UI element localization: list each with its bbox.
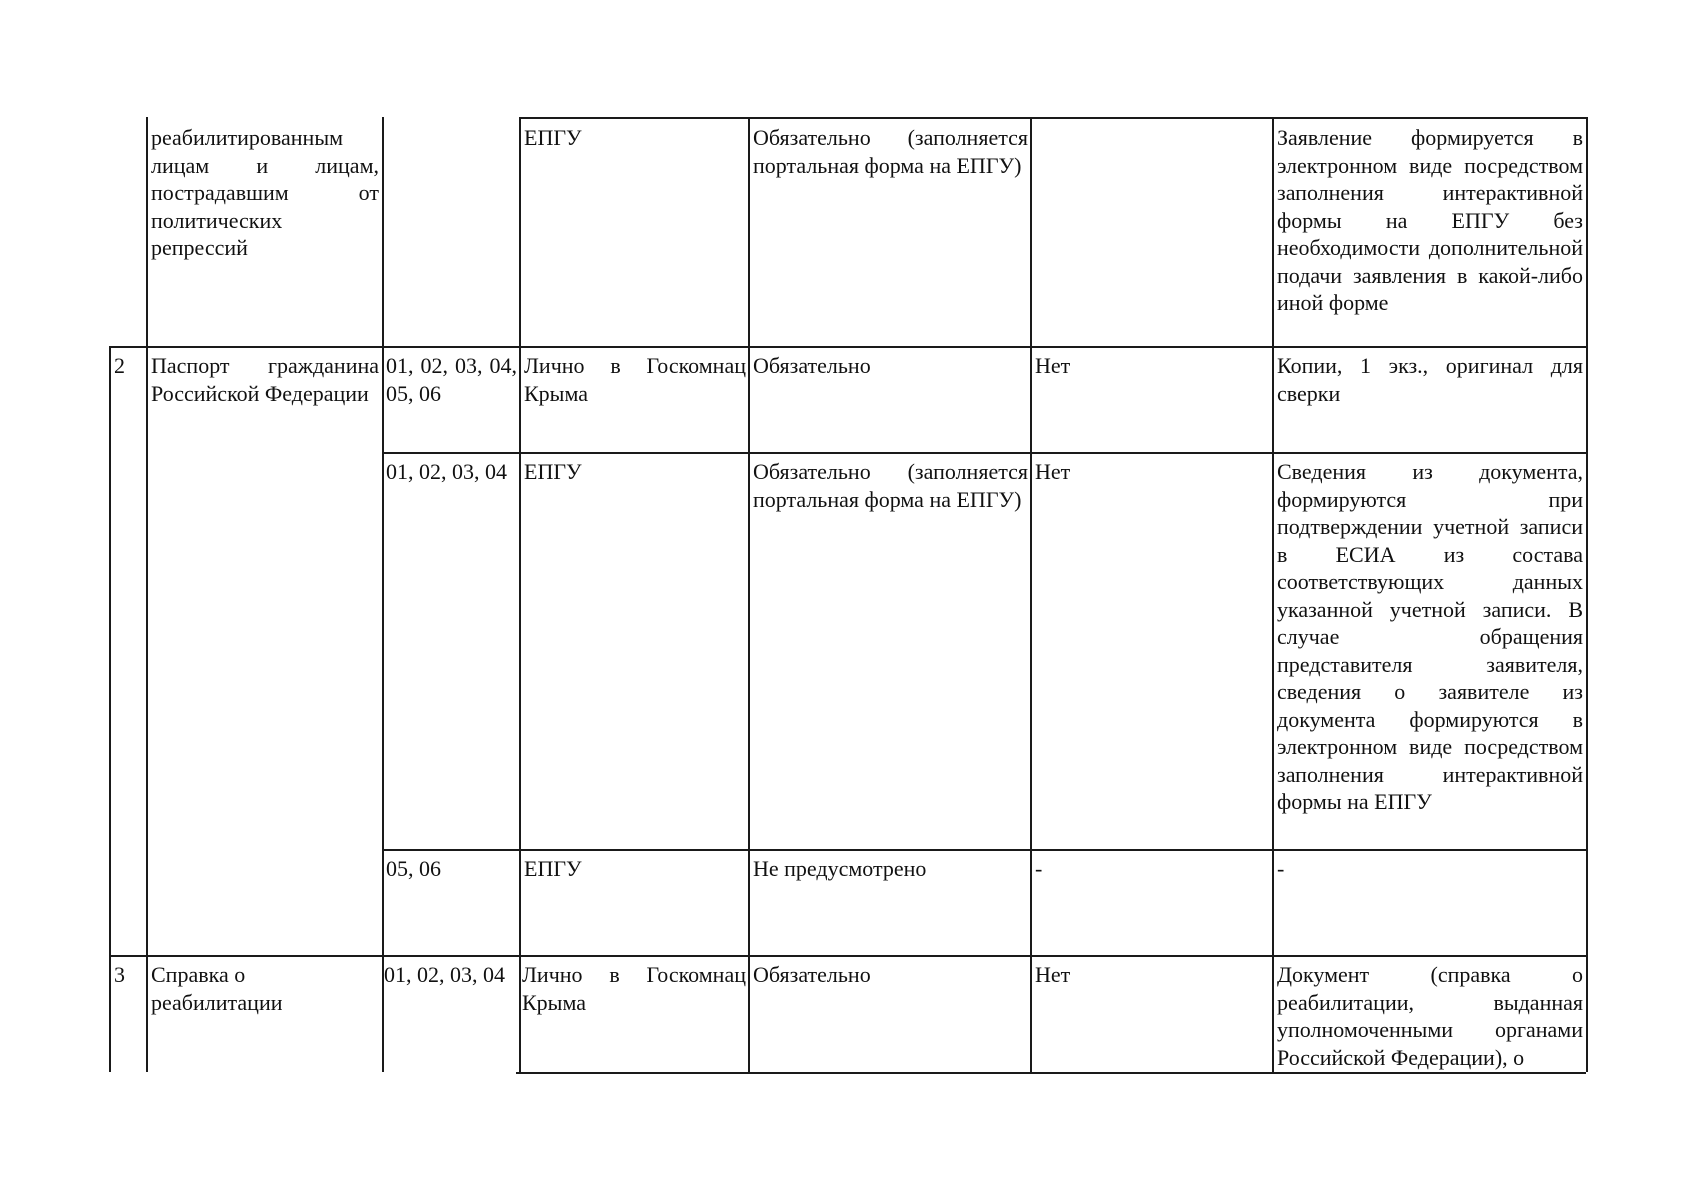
col-channel-border bbox=[748, 117, 750, 1072]
row3-note: Документ (справка о реабилитации, выданная уполномоченными органами Российской Федерации), о bbox=[1277, 962, 1583, 1070]
col-requirement-border bbox=[1030, 117, 1032, 1072]
row2-sub2-codes: 01, 02, 03, 04 bbox=[386, 459, 507, 484]
row2-sub1-return: Нет bbox=[1035, 353, 1071, 378]
row2-sub2-top-border bbox=[382, 452, 1586, 454]
row2-sub3-channel: ЕПГУ bbox=[524, 856, 582, 881]
row2-sub2-note: Сведения из документа, формируются при подтверждении учетной записи в ЕСИА из состава соответствующих данных указанной учетной записи. В случае обращения представителя заявителя, сведения о заявителе из документа формируются в электронном виде посредством заполнения интерактивной формы на ЕПГУ bbox=[1277, 459, 1583, 814]
row2-top-border bbox=[109, 346, 1586, 348]
row3-requirement: Обязательно bbox=[753, 962, 871, 987]
row2-sub3-note: - bbox=[1277, 856, 1285, 881]
table-top-border bbox=[520, 117, 1586, 119]
col-right-border bbox=[1586, 117, 1588, 1072]
col-codes-border bbox=[519, 117, 521, 1072]
row1-note: Заявление формируется в электронном виде посредством заполнения интерактивной формы на ЕПГУ без необходимости дополнительной подачи заявления в какой-либо иной форме bbox=[1277, 125, 1583, 315]
row2-sub1-note: Копии, 1 экз., оригинал для сверки bbox=[1277, 353, 1583, 406]
row2-sub2-channel: ЕПГУ bbox=[524, 459, 582, 484]
row2-number: 2 bbox=[114, 353, 125, 378]
row3-number: 3 bbox=[114, 962, 125, 987]
row3-return: Нет bbox=[1035, 962, 1071, 987]
row2-sub3-requirement: Не предусмотрено bbox=[753, 856, 927, 881]
row2-sub3-codes: 05, 06 bbox=[386, 856, 441, 881]
table-bottom-border bbox=[516, 1072, 1586, 1074]
row3-channel: Лично в Госкомнац Крыма bbox=[522, 962, 746, 1015]
row2-sub2-requirement: Обязательно (заполняется портальная форма на ЕПГУ) bbox=[753, 459, 1028, 512]
row3-top-border bbox=[109, 955, 1586, 957]
row2-sub1-channel: Лично в Госкомнац Крыма bbox=[524, 353, 746, 406]
row2-sub3-return: - bbox=[1035, 856, 1043, 881]
row1-doc-name: реабилитированным лицам и лицам, пострадавшим от политических репрессий bbox=[151, 125, 379, 260]
row2-sub1-codes: 01, 02, 03, 04, 05, 06 bbox=[386, 353, 517, 406]
row2-sub2-return: Нет bbox=[1035, 459, 1071, 484]
row1-requirement: Обязательно (заполняется портальная форма на ЕПГУ) bbox=[753, 125, 1028, 178]
row2-doc-name: Паспорт гражданина Российской Федерации bbox=[151, 353, 379, 406]
col-name-border bbox=[382, 117, 384, 1072]
row2-sub3-top-border bbox=[382, 849, 1586, 851]
row3-doc-name: Справка о реабилитации bbox=[151, 962, 283, 1015]
row2-sub1-requirement: Обязательно bbox=[753, 353, 871, 378]
row1-channel: ЕПГУ bbox=[524, 125, 582, 150]
row3-codes: 01, 02, 03, 04 bbox=[384, 962, 505, 987]
